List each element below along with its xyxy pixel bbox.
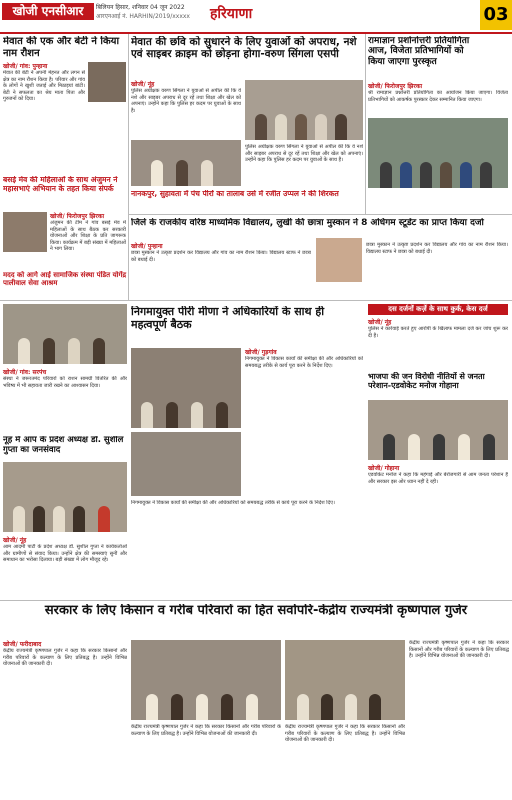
story-byline: खोजी/ नूंह (368, 319, 392, 326)
story-body: छात्रा मुस्कान ने उत्कृष्ट प्रदर्शन कर विद्यालय और गांव का नाम रौशन किया। विद्यालय स्टाफ ने छात्रा को बधाई दी। (131, 250, 311, 263)
story-body: श्री रामाज्ञान प्रश्नोत्तरी प्रतियोगिता का आयोजन किया जाएगा। विजेता प्रतिभागियों को आकर्षक पुरस्कार देकर सम्मानित किया जाएगा। (368, 90, 508, 103)
story-body: केंद्रीय राज्यमंत्री कृष्णपाल गुर्जर ने कहा कि सरकार किसानों और गरीब परिवारों के कल्याण के लिए प्रतिबद्ध है। उन्होंने विभिन्न योजनाओं की जानकारी दी। (3, 648, 127, 668)
story-photo (131, 640, 281, 720)
story-body: मेवात की बेटी ने अपनी मेहनत और लगन से क्षेत्र का नाम रौशन किया है। परिवार और गांव के लोगों ने खुशी जताई और मिठाइयां बांटी। बेटी ने सफलता का श्रेय माता पिता और गुरुजनों को दिया। (3, 70, 85, 103)
story-headline: सरकार के लिए किसान व गरीब परिवारों का हित सर्वोपरि-केंद्रीय राज्यमंत्री कृष्णपाल गुर्जर (44, 604, 468, 618)
column-divider (128, 34, 129, 300)
story-photo (285, 640, 405, 720)
story-photo (316, 238, 362, 282)
story-photo (131, 348, 241, 428)
story-byline: खोजी/ फिरोजपुर झिरका (50, 213, 105, 220)
story-body-continued: केंद्रीय राज्यमंत्री कृष्णपाल गुर्जर ने कहा कि सरकार किसानों और गरीब परिवारों के कल्याण के लिए प्रतिबद्ध है। उन्होंने विभिन्न योजनाओं की जानकारी दी। (285, 724, 405, 744)
story-headline: निगमायुक्त पीरी मीणा ने अधिकारियों के साथ ही महत्वपूर्ण बैठक (131, 306, 325, 331)
story-photo (3, 212, 47, 252)
story-headline: मेवात की एक और बेटी ने किया नाम रौशन (3, 36, 120, 59)
story-byline: खोजी/ फिरोजपुर झिरका (368, 83, 423, 90)
story-headline: नानकपुर, सुहावता में पंच पीरों का तालाब उसे में रजीत उप्पल ने की शिरकत (131, 190, 339, 198)
story-photo (368, 400, 508, 460)
story-photo (88, 62, 126, 102)
story-body: अंजुमन की टीम ने गांव बसई मेव में महिलाओं के साथ बैठक कर सरकारी योजनाओं और शिक्षा के प्रति जागरूक किया। कार्यक्रम में बड़ी संख्या में महिलाओं ने भाग लिया। (50, 220, 126, 253)
story-byline: खोजी/ नूंह (3, 537, 27, 544)
story-photo (368, 118, 508, 188)
brand-logo: खोजी एनसीआर (2, 3, 94, 20)
story-photo (245, 80, 363, 140)
story-byline: खोजी/ गांव: सरपंच (3, 369, 47, 376)
story-byline: खोजी/ गुड़गांव (245, 349, 277, 356)
story-body-continued: केंद्रीय राज्यमंत्री कृष्णपाल गुर्जर ने कहा कि सरकार किसानों और गरीब परिवारों के कल्याण के लिए प्रतिबद्ध है। उन्होंने विभिन्न योजनाओं की जानकारी दी। (131, 724, 281, 737)
story-byline: खोजी/ फरीदाबाद (3, 641, 42, 648)
story-body-continued: निगमायुक्त ने विकास कार्यों की समीक्षा की और अधिकारियों को समयबद्ध तरीके से कार्य पूरा करने के निर्देश दिए। (131, 500, 335, 506)
story-headline-banner: दस दर्जनों कर्ज़े के साथ कुर्क, केस दर्ज (368, 304, 508, 315)
story-body: पुलिस ने कार्रवाई करते हुए आरोपी के खिलाफ मामला दर्ज कर जांच शुरू कर दी है। (368, 326, 508, 339)
story-body: आम आदमी पार्टी के प्रदेश अध्यक्ष डॉ. सुशील गुप्ता ने कार्यकर्ताओं और ग्रामीणों से संवाद किया। उन्होंने क्षेत्र की समस्याएं सुनीं और समाधान का भरोसा दिलाया। बड़ी संख्या में लोग मौजूद रहे। (3, 544, 127, 564)
story-headline: रामाज्ञान प्रशोनोत्तरी प्रतियोगिता आज, विजेता प्रतिभागियों को किया जाएगा पुरस्कृत (368, 36, 470, 67)
story-headline: मदद को आगे आई सामाजिक संस्था पंडित योगेंद्र पालीवाल सेवा आश्रम (3, 271, 127, 288)
story-byline: खोजी/ गांव: पुन्हाना (3, 63, 48, 70)
masthead (0, 0, 512, 34)
story-byline: खोजी/ गोहाना (368, 465, 400, 472)
story-headline: जिले के राजकीय वरिष्ठ माध्यमिक विद्यालय, लुखी की छात्रा मुस्कान ने 8 अधिगम स्टूडेंट का प्राप्त किया दर्जा (131, 218, 484, 228)
dateline: बिलियन हिसार, शनिवार 04 जून 2022 (96, 4, 185, 11)
story-body: एडवोकेट मनोज ने कहा कि महंगाई और बेरोजगारी से आम जनता परेशान है और सरकार इस ओर ध्यान नहीं दे रही। (368, 472, 508, 485)
story-headline: मेवात की छवि को सुधारने के लिए युवाओं को अपराध, नशे एवं साइबर क्राइम को छोड़ना होगा-वरुण सिंगला एसपी (131, 36, 357, 61)
row-divider (0, 600, 512, 601)
story-photo (3, 462, 127, 532)
story-body: संस्था ने जरूरतमंद परिवारों को राशन सामग्री वितरित की और भविष्य में भी सहायता जारी रखने का आश्वासन दिया। (3, 376, 127, 389)
story-headline: नूंह में आप के प्रदेश अध्यक्ष डॉ. सुशील गुप्ता का जनसंवाद (3, 436, 124, 455)
story-byline: खोजी/ नूंह (131, 81, 155, 88)
story-photo (3, 304, 127, 364)
story-body: निगमायुक्त ने विकास कार्यों की समीक्षा की और अधिकारियों को समयबद्ध तरीके से कार्य पूरा करने के निर्देश दिए। (245, 356, 363, 369)
story-byline: खोजी/ पुन्हाना (131, 243, 163, 250)
story-body-continued: केंद्रीय राज्यमंत्री कृष्णपाल गुर्जर ने कहा कि सरकार किसानों और गरीब परिवारों के कल्याण के लिए प्रतिबद्ध है। उन्होंने विभिन्न योजनाओं की जानकारी दी। (409, 640, 509, 660)
story-body-continued: पुलिस अधीक्षक वरुण सिंगला ने युवाओं से अपील की कि वे नशे और साइबर अपराध से दूर रहें तथा शिक्षा और खेल को अपनाएं। उन्होंने कहा कि पुलिस हर कदम पर युवाओं के साथ है। (245, 144, 363, 164)
story-photo (131, 432, 241, 496)
column-divider (365, 34, 366, 214)
story-body: पुलिस अधीक्षक वरुण सिंगला ने युवाओं से अपील की कि वे नशे और साइबर अपराध से दूर रहें तथा शिक्षा और खेल को अपनाएं। उन्होंने कहा कि पुलिस हर कदम पर युवाओं के साथ है। (131, 88, 241, 114)
section-title: हरियाणा (210, 6, 253, 22)
page-number: 03 (480, 0, 512, 30)
story-headline: भाजपा की जन विरोधी नीतियों से जनता परेशान-एडवोकेट मनोज गोहाना (368, 372, 485, 391)
registration-line: आरएनआई नं. HARHIN/2019/xxxxx (96, 13, 190, 20)
row-divider (129, 214, 512, 215)
story-body-continued: छात्रा मुस्कान ने उत्कृष्ट प्रदर्शन कर विद्यालय और गांव का नाम रौशन किया। विद्यालय स्टाफ ने छात्रा को बधाई दी। (366, 242, 508, 255)
story-photo (131, 140, 241, 186)
row-divider (0, 300, 512, 301)
story-headline: बसई मेव की महिलाओं के साथ अंजुमन ने महासभाएं अभियान के तहत किया संपर्क (3, 176, 118, 193)
